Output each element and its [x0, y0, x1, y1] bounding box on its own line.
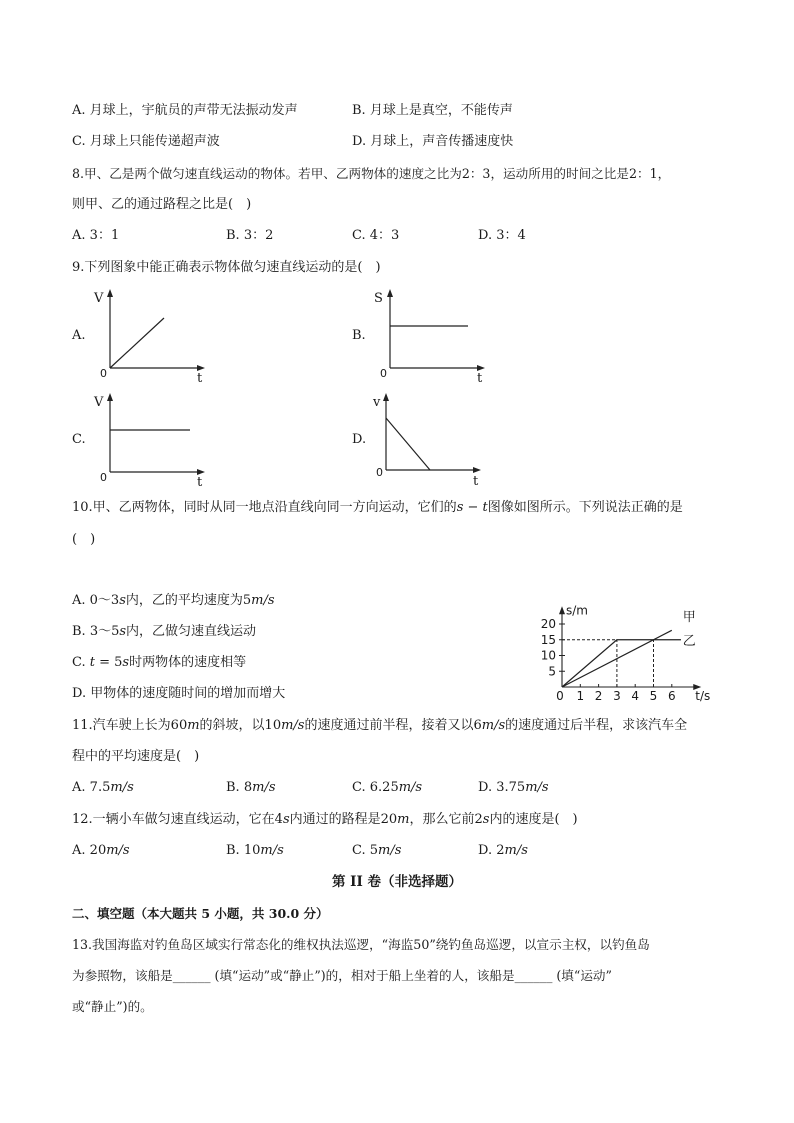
chart-x-tick-label: 0 — [556, 689, 564, 703]
q9-graph-a — [92, 286, 212, 386]
q11-option-a: A. 7.5m/s — [72, 780, 134, 795]
chart-y-arrow — [559, 606, 565, 614]
q10-option-a: A. 0～3s内，乙的平均速度为5m/s — [72, 593, 275, 608]
series-label-jia: 甲 — [682, 609, 696, 625]
graph-c-origin: 0 — [100, 471, 107, 484]
graph-b-y-arrow — [387, 289, 393, 297]
q7-option-b: B. 月球上是真空，不能传声 — [352, 103, 513, 118]
chart-x-tick-label: 3 — [613, 689, 621, 703]
graph-d-x-arrow — [473, 467, 481, 473]
series-label-yi: 乙 — [682, 633, 696, 649]
q8-option-b: B. 3：2 — [226, 228, 274, 243]
volume-title: 第 II 卷（非选择题） — [331, 874, 463, 890]
chart-y-tick-label: 10 — [540, 648, 556, 663]
q10-option-c: C. t = 5s时两物体的速度相等 — [72, 655, 247, 670]
q11-stem-line1: 11.汽车驶上长为60m的斜坡，以10m/s的速度通过前半程，接着又以6m/s的速度通过后半程，求该汽车全 — [72, 718, 688, 733]
section-heading: 二、填空题（本大题共 5 小题，共 30.0 分） — [72, 906, 329, 921]
q9-graph-c — [92, 390, 212, 490]
q10-option-d: D. 甲物体的速度随时间的增加而增大 — [72, 686, 286, 701]
graph-a-x-label: t — [197, 371, 203, 386]
chart-y-tick-label: 20 — [540, 617, 556, 631]
q7-option-a: A. 月球上，宇航员的声带无法振动发声 — [72, 103, 298, 118]
chart-series-line-0 — [562, 630, 672, 687]
q7-option-c: C. 月球上只能传递超声波 — [72, 134, 220, 149]
graph-a-y-arrow — [107, 289, 113, 297]
graph-d-x-label: t — [473, 474, 479, 489]
graph-d-y-label: v — [373, 395, 381, 410]
graph-a-origin: 0 — [100, 367, 107, 380]
graph-d-y-arrow — [383, 393, 389, 401]
graph-c-y-label: V — [94, 395, 104, 410]
q9-graph-c-letter: C. — [72, 432, 86, 447]
graph-c-x-label: t — [197, 475, 203, 490]
graph-d-line — [386, 418, 430, 470]
q9-graph-b — [372, 286, 492, 386]
chart-x-tick-label: 1 — [576, 689, 585, 703]
q10-stem-line2: ( ) — [72, 532, 96, 547]
q12-option-c: C. 5m/s — [352, 843, 402, 858]
st-chart — [528, 560, 728, 710]
graph-d-origin: 0 — [376, 466, 383, 479]
chart-x-tick-label: 4 — [631, 689, 640, 703]
q13-stem-line3: 或“静止”)的。 — [72, 999, 153, 1014]
chart-series — [562, 630, 681, 687]
q8-stem-line1: 8.甲、乙是两个做匀速直线运动的物体。若甲、乙两物体的速度之比为2：3，运动所用的时间之比是2：1， — [72, 166, 671, 181]
q12-option-a: A. 20m/s — [72, 843, 130, 858]
q10-option-b: B. 3～5s内，乙做匀速直线运动 — [72, 624, 257, 639]
q9-graph-b-letter: B. — [352, 328, 366, 343]
q8-stem-line2: 则甲、乙的通过路程之比是( ) — [72, 197, 252, 212]
q11-option-d: D. 3.75m/s — [478, 780, 549, 795]
graph-b-x-label: t — [477, 371, 483, 386]
q9-stem: 9.下列图象中能正确表示物体做匀速直线运动的是( ) — [72, 260, 381, 275]
chart-x-label: t/s — [695, 689, 711, 703]
chart-series-line-1 — [562, 640, 681, 687]
chart-ticks — [541, 617, 676, 703]
q11-stem-line2: 程中的平均速度是( ) — [72, 749, 200, 764]
graph-b-origin: 0 — [380, 367, 387, 380]
q11-option-b: B. 8m/s — [226, 780, 276, 795]
graph-b-y-label: S — [374, 291, 383, 306]
q13-stem-line1: 13.我国海监对钓鱼岛区域实行常态化的维权执法巡逻，“海监50”绕钓鱼岛巡逻，以宣示主权，以钓鱼岛 — [72, 937, 650, 952]
graph-a-line — [110, 318, 164, 368]
q9-graph-a-letter: A. — [72, 328, 86, 343]
chart-y-tick-label: 15 — [540, 632, 556, 647]
chart-x-tick-label: 5 — [649, 689, 658, 703]
chart-x-tick-label: 6 — [667, 689, 676, 703]
q9-graph-d — [372, 390, 492, 490]
q7-option-d: D. 月球上，声音传播速度快 — [352, 134, 514, 149]
chart-y-label: s/m — [566, 603, 588, 618]
graph-c-y-arrow — [107, 393, 113, 401]
chart-x-tick-label: 2 — [594, 689, 603, 703]
q8-option-d: D. 3：4 — [478, 228, 526, 243]
q12-stem: 12.一辆小车做匀速直线运动，它在4s内通过的路程是20m，那么它前2s内的速度是( ) — [72, 812, 578, 827]
q13-stem-line2: 为参照物，该船是______ (填“运动”或“静止”)的，相对于船上坐着的人，该船是______ (填“运动” — [72, 968, 612, 983]
q12-option-d: D. 2m/s — [478, 843, 528, 858]
q12-option-b: B. 10m/s — [226, 843, 284, 858]
q10-stem-line1: 10.甲、乙两物体，同时从同一地点沿直线向同一方向运动，它们的s − t图像如图所示。下列说法正确的是 — [72, 500, 683, 515]
chart-y-tick-label: 5 — [548, 664, 556, 679]
q8-option-a: A. 3：1 — [72, 228, 120, 243]
q9-graph-d-letter: D. — [352, 432, 367, 447]
graph-a-y-label: V — [94, 291, 104, 306]
q11-option-c: C. 6.25m/s — [352, 780, 423, 795]
q8-option-c: C. 4：3 — [352, 228, 400, 243]
